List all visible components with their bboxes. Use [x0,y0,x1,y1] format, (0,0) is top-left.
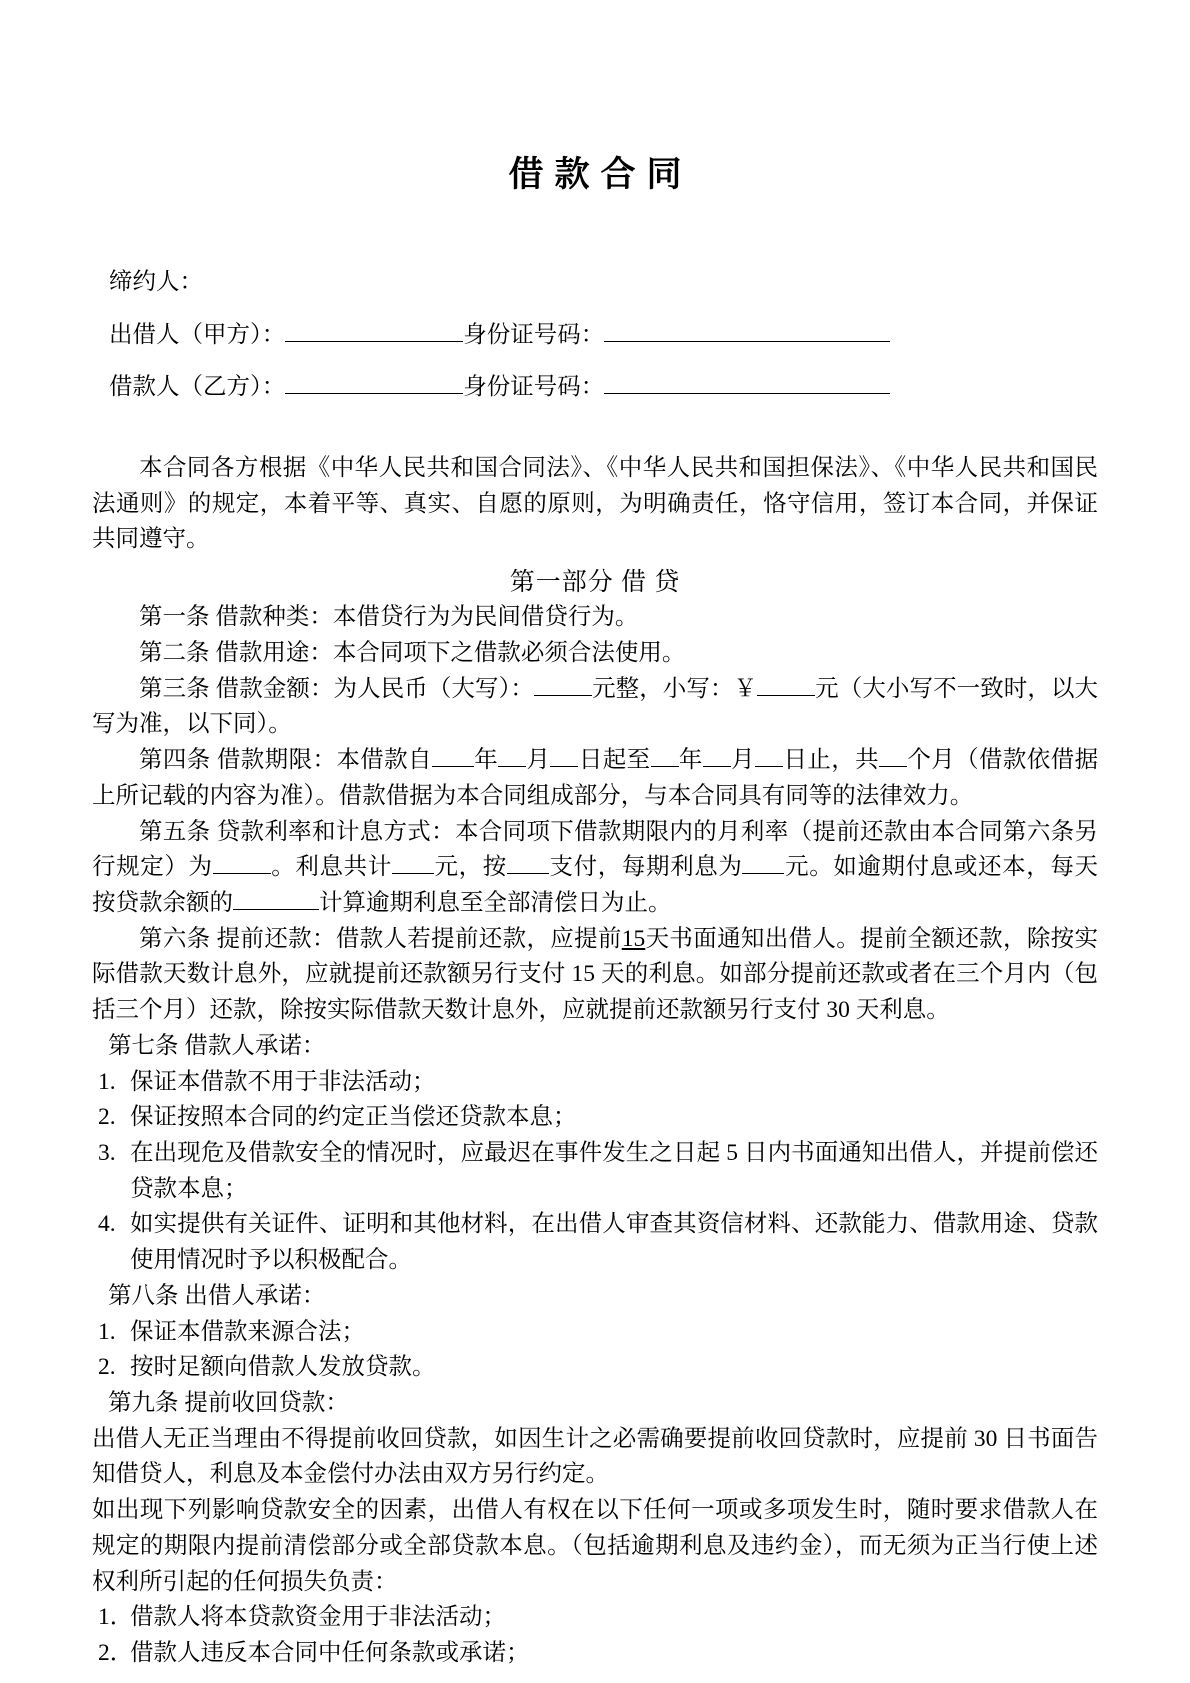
article-4-text-1: 第四条 借款期限：本借款自 [139,747,432,774]
list-item-number: 4. [98,1211,116,1238]
clause-article-1: 第一条 借款种类：本借贷行为为民间借贷行为。 [139,604,639,631]
party-row-borrower [109,375,1098,401]
clause-article-3 [92,672,1098,743]
end-month-blank[interactable] [703,766,731,767]
party-row-lender [109,323,1098,349]
article-5-text-5: 元。如逾期付息或还本，每天按贷款余额的 [92,854,1099,916]
amount-lowercase-blank[interactable] [757,695,815,696]
clause-article-4 [92,743,1098,814]
lender-role-label: 出借人（甲方）： [109,322,286,349]
list-item-text: 借款人违反本合同中任何条款或承诺； [130,1640,530,1667]
article-9-paragraph-1: 出借人无正当理由不得提前收回贷款，如因生计之必需确要提前收回贷款时，应提前 30 日书面告知借贷人，利息及本金偿付办法由双方另行约定。 [92,1425,1098,1488]
list-item-number: 1. [98,1068,116,1095]
article-5-text-3: 元，按 [433,854,507,881]
lender-id-blank[interactable] [604,341,890,342]
list-item-text: 保证本借款不用于非法活动； [130,1068,436,1095]
borrower-id-blank[interactable] [604,393,890,394]
amount-uppercase-blank[interactable] [534,695,592,696]
list-item-text: 按时足额向借款人发放贷款。 [130,1354,436,1381]
monthly-rate-blank[interactable] [213,873,271,874]
article-4-text-3: 月 [526,747,551,774]
borrower-name-blank[interactable] [285,393,463,394]
article-6-text-1: 第六条 提前还款：借款人若提前还款，应提前 [139,925,622,952]
borrower-role-label: 借款人（乙方）： [109,374,286,401]
article-5-text-1: 第五条 贷款利率和计息方式：本合同项下借款期限内的月利率（提前还款由本合同第六条另行规定）为 [92,818,1098,881]
list-item [92,1136,1098,1207]
period-interest-blank[interactable] [742,873,784,874]
start-month-blank[interactable] [498,766,526,767]
list-item-number: 2. [98,1104,116,1131]
overdue-rate-blank[interactable] [233,909,319,910]
total-months-blank[interactable] [879,766,907,767]
article-3-text-3: 元（大小写不一致时，以大写为准，以下同）。 [92,675,1099,738]
article-5-text-6: 计算逾期利息至全部清偿日为止。 [319,889,672,916]
contracting-parties-block [92,270,1098,402]
list-item-number: 1． [98,1604,134,1631]
article-5-text-2: 。利息共计 [270,854,392,881]
end-day-blank[interactable] [755,766,783,767]
preamble-paragraph: 本合同各方根据《中华人民共和国合同法》、《中华人民共和国担保法》、《中华人民共和国民法通则》的规定，本着平等、真实、自愿的原则，为明确责任，恪守信用，签订本合同，并保证共同遵守。 [92,455,1098,553]
article-9-heading: 第九条 提前收回贷款： [108,1390,349,1416]
page-title: 借款合同 [508,155,693,194]
list-item [92,1350,1098,1386]
article-4-text-6: 月 [730,747,756,774]
list-item-number: 2. [98,1354,116,1381]
article-7-heading: 第七条 借款人承诺： [108,1032,326,1059]
part-one-heading: 第一部分 借 贷 [509,569,681,597]
list-item-number: 3. [98,1139,116,1166]
article-8-heading: 第八条 出借人承诺： [108,1282,326,1309]
article-4-text-4: 日起至 [578,747,651,774]
lender-name-blank[interactable] [285,341,463,342]
start-day-blank[interactable] [550,766,578,767]
list-item-number: 1. [98,1318,116,1345]
article-9-paragraph-2: 如出现下列影响贷款安全的因素，出借人有权在以下任何一项或多项发生时，随时要求借款人在规定的期限内提前清偿部分或全部贷款本息。（包括逾期利息及违约金），而无须为正当行使上述权利所引起的任何损失负责： [92,1497,1098,1595]
end-year-blank[interactable] [651,766,679,767]
article-3-text-2: 元整，小写：￥ [592,675,758,702]
clause-article-6 [92,922,1098,1029]
list-item-text: 借款人将本贷款资金用于非法活动； [130,1604,506,1631]
clause-article-2: 第二条 借款用途：本合同项下之借款必须合法使用。 [139,639,686,666]
parties-heading: 缔约人： [109,268,203,295]
article-4-text-2: 年 [473,747,499,774]
lender-id-label: 身份证号码： [463,322,605,349]
article-4-text-7: 日止，共 [783,747,879,774]
total-interest-blank[interactable] [392,873,434,874]
prepayment-notice-days: 15 [621,925,646,952]
list-item [92,1315,1098,1351]
clause-article-5 [92,815,1098,922]
article-4-text-5: 年 [678,747,703,774]
borrower-id-label: 身份证号码： [463,374,605,401]
list-item [92,1600,1098,1636]
list-item-text: 在出现危及借款安全的情况时，应最迟在事件发生之日起 5 日内书面通知出借人，并提前偿还贷款本息； [130,1139,1098,1202]
article-6-text-2: 天书面通知出借人。提前全额还款，除按实际借款天数计息外，应就提前还款额另行支付 15 天的利息。如部分提前还款或者在三个月内（包括三个月）还款，除按实际借款天数计息外，应就提前还款额另行支付 30 天利息。 [92,925,1098,1024]
list-item [92,1065,1098,1101]
list-item-number: 2． [98,1640,134,1667]
list-item-text: 保证按照本合同的约定正当偿还贷款本息； [130,1104,577,1131]
article-3-text-1: 第三条 借款金额：为人民币（大写）： [139,675,534,702]
list-item-text: 保证本借款来源合法； [130,1318,365,1345]
start-year-blank[interactable] [432,766,474,767]
list-item [92,1636,1098,1672]
list-item [92,1207,1098,1278]
article-5-text-4: 支付，每期利息为 [548,854,743,881]
article-4-text-8: 个月（借款依借据上所记载的内容为准）。借款借据为本合同组成部分，与本合同具有同等的法律效力。 [92,747,1099,809]
list-item-text: 如实提供有关证件、证明和其他材料，在出借人审查其资信材料、还款能力、借款用途、贷款使用情况时予以积极配合。 [130,1211,1098,1274]
payment-period-blank[interactable] [507,873,549,874]
list-item [92,1100,1098,1136]
